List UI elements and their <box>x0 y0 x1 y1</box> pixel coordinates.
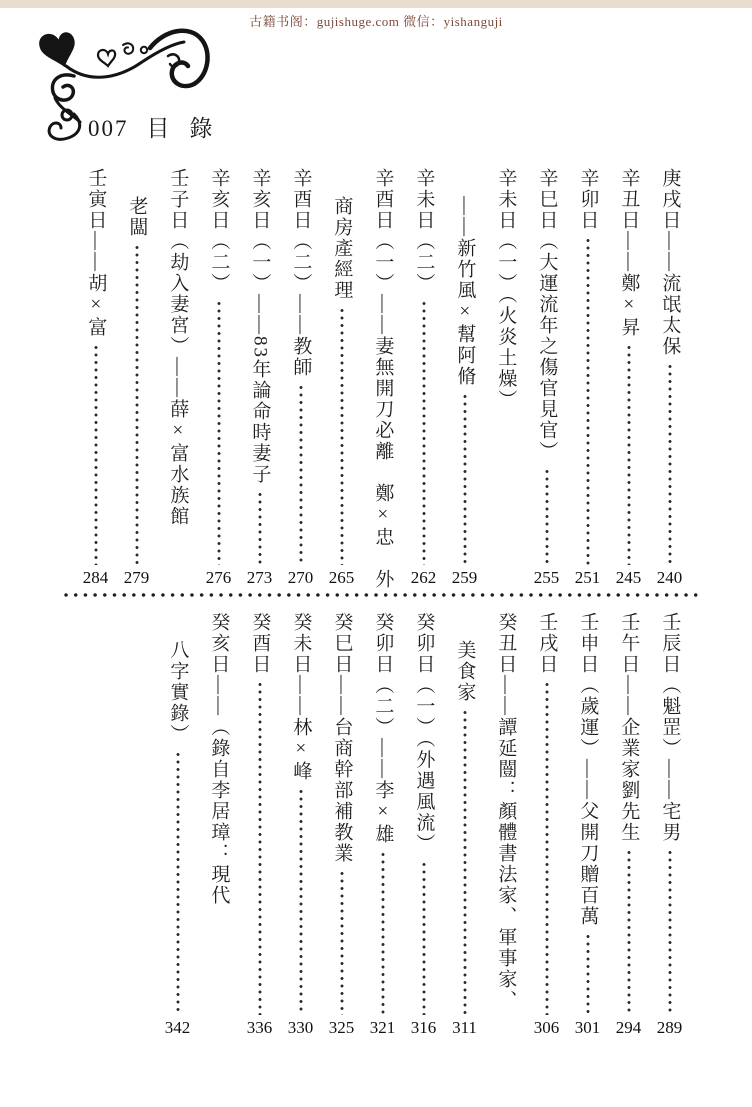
toc-entry-title: 壬申日（歲運）——父開刀贈百萬 <box>577 612 599 927</box>
toc-entry-title: 癸亥日——（錄自李居璋：現代 <box>208 612 230 906</box>
toc-entry-title: 壬戌日 <box>536 612 558 675</box>
watermark-text: 古籍书阁：gujishuge.com 微信：yishanguji <box>249 14 503 29</box>
dot-leader <box>545 468 549 565</box>
toc-entry <box>444 612 485 1038</box>
toc-entry <box>444 168 485 588</box>
toc-entry <box>649 168 690 588</box>
toc-entry-title: 癸巳日——台商幹部補教業 <box>331 612 353 864</box>
dot-leader <box>586 933 590 1015</box>
dot-leader <box>94 344 98 565</box>
dot-leader <box>340 870 344 1015</box>
dot-leader <box>135 244 139 565</box>
toc-entry-title: 辛酉日（二）——教師 <box>290 168 312 378</box>
toc-entry <box>280 168 321 588</box>
toc-entry-title: 壬子日（劫入妻宮）——薛×富水族館 <box>167 168 189 527</box>
toc-entry-page: 245 <box>615 568 642 587</box>
toc-entry-page: 255 <box>533 568 560 587</box>
dot-leader <box>627 849 631 1015</box>
toc-entry-page: 284 <box>82 568 109 587</box>
toc-entry-title: 辛亥日（二） <box>208 168 230 294</box>
toc-entry <box>567 612 608 1038</box>
toc-entry-page: 262 <box>410 568 437 587</box>
toc-entry-title: 辛未日（一）（火炎土燥） <box>495 168 517 411</box>
toc-entry <box>321 612 362 1038</box>
dot-leader <box>422 861 426 1016</box>
toc-entry <box>485 168 526 588</box>
dot-leader <box>217 300 221 565</box>
toc-entry <box>608 168 649 588</box>
toc-entry <box>526 612 567 1038</box>
toc-entry <box>649 612 690 1038</box>
toc-entry <box>75 168 116 588</box>
toc-entry-title: 癸卯日（一）（外遇風流） <box>413 612 435 855</box>
toc-entry-title: 辛巳日（大運流年之傷官見官） <box>536 168 558 462</box>
dot-leader <box>422 300 426 565</box>
toc-entry-title: 商房產經理 <box>331 196 353 301</box>
toc-entry <box>608 612 649 1038</box>
dot-leader <box>627 344 631 565</box>
toc-entry <box>239 612 280 1038</box>
toc-entry-page: 251 <box>574 568 601 587</box>
toc-entry-page: 311 <box>452 1018 477 1037</box>
toc-entry-title: 辛亥日（一）——83年論命時妻子 <box>249 168 271 485</box>
toc-entry-title: 庚戌日——流氓太保 <box>659 168 681 357</box>
dot-leader <box>668 849 672 1015</box>
toc-entry-page: 321 <box>369 1018 396 1037</box>
dot-leader <box>176 751 180 1015</box>
dot-leader <box>545 681 549 1015</box>
dot-leader <box>340 307 344 565</box>
toc-entry-title: 辛酉日（一）——妻無開刀必離 鄭×忠 外 <box>372 168 394 590</box>
toc-entry-page: 342 <box>164 1018 191 1037</box>
toc-entry <box>526 168 567 588</box>
toc-entry-title: 癸丑日——譚延闓：顏體書法家、軍事家、 <box>495 612 517 1011</box>
toc-entry <box>403 168 444 588</box>
toc-entry-page: 316 <box>410 1018 437 1037</box>
toc-entry-title: 美食家 <box>454 640 476 703</box>
toc-entry-page: 325 <box>328 1018 355 1037</box>
toc-entry-page: 336 <box>246 1018 273 1037</box>
toc-entry-title: 老闆 <box>126 196 148 238</box>
toc-entry-page: 330 <box>287 1018 314 1037</box>
toc-entry <box>403 612 444 1038</box>
toc-entry <box>116 168 157 588</box>
toc-entry-title: 辛未日（二） <box>413 168 435 294</box>
section-divider <box>62 591 702 599</box>
folio-number: 007 <box>88 116 129 141</box>
toc-entry-page: 306 <box>533 1018 560 1037</box>
toc-entry-title: 辛卯日 <box>577 168 599 231</box>
toc-entry-title: 癸酉日 <box>249 612 271 675</box>
dot-leader <box>299 384 303 565</box>
toc-entry-title: 壬辰日（魁罡）——宅男 <box>659 612 681 843</box>
dot-leader <box>258 681 262 1015</box>
toc-entry <box>485 612 526 1038</box>
toc-entry-title: 癸卯日（二）——李×雄 <box>372 612 394 845</box>
toc-entry-title: ——新竹風×幫阿脩 <box>454 196 476 387</box>
top-edge-strip <box>0 0 752 8</box>
dot-leader <box>258 491 262 565</box>
dot-leader <box>463 709 467 1015</box>
toc-entry-title: 癸未日——林×峰 <box>290 612 312 782</box>
dot-leader <box>381 851 385 1015</box>
toc-entry-title: 八字實錄） <box>167 640 189 745</box>
page-title: 目錄 <box>146 116 233 141</box>
toc-entry <box>362 168 403 588</box>
toc-entry-page: 279 <box>123 568 150 587</box>
toc-entry-page: 301 <box>574 1018 601 1037</box>
toc-entry <box>198 612 239 1038</box>
toc-entry-title: 辛丑日——鄭×昇 <box>618 168 640 338</box>
dot-leader <box>586 237 590 565</box>
toc-entry-page: 294 <box>615 1018 642 1037</box>
toc-entry <box>280 612 321 1038</box>
toc-entry <box>362 612 403 1038</box>
toc-entry-page: 289 <box>656 1018 683 1037</box>
toc-entry-page: 276 <box>205 568 232 587</box>
dot-leader <box>668 363 672 565</box>
toc-entry <box>567 168 608 588</box>
toc-entry-page: 240 <box>656 568 683 587</box>
dot-leader <box>463 393 467 565</box>
toc-section-bottom <box>157 612 690 1038</box>
toc-entry-page: 265 <box>328 568 355 587</box>
page-header <box>88 110 233 143</box>
toc-entry <box>321 168 362 588</box>
toc-entry-page: 273 <box>246 568 273 587</box>
toc-entry-page: 270 <box>287 568 314 587</box>
toc-entry-page: 259 <box>451 568 478 587</box>
toc-entry <box>157 168 198 588</box>
toc-entry-title: 壬寅日——胡×富 <box>85 168 107 338</box>
dot-leader <box>299 788 303 1015</box>
toc-entry <box>157 612 198 1038</box>
toc-entry-title: 壬午日——企業家劉先生 <box>618 612 640 843</box>
toc-entry <box>239 168 280 588</box>
toc-section-top <box>75 168 690 588</box>
toc-entry <box>198 168 239 588</box>
